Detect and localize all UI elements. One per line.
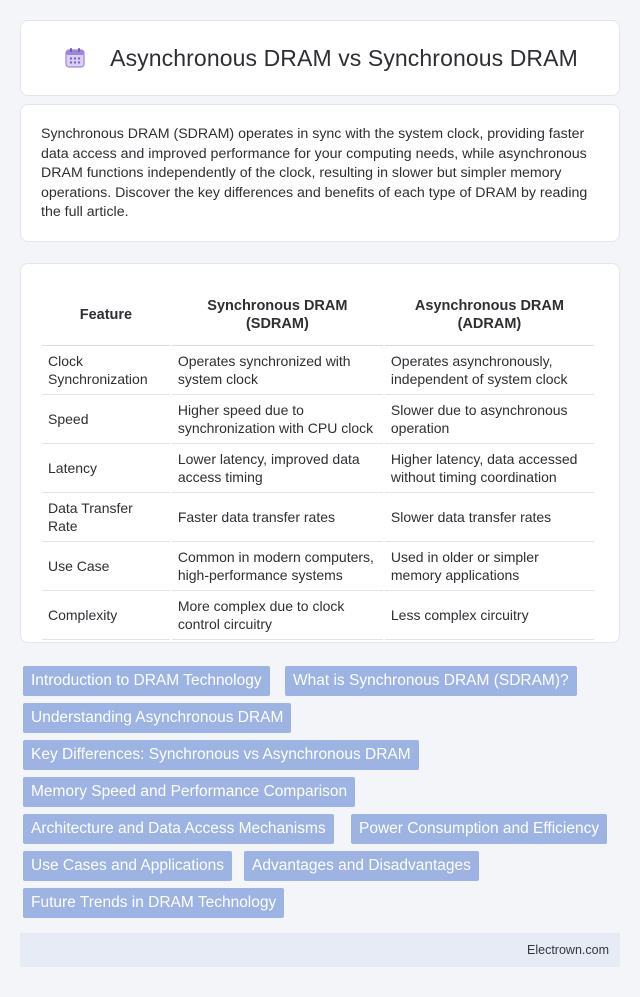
adram-cell: Used in older or simpler memory applications: [385, 542, 594, 591]
feature-cell: Data Transfer Rate: [42, 493, 170, 542]
page-title: Asynchronous DRAM vs Synchronous DRAM: [110, 44, 578, 71]
topic-link-power-consumption[interactable]: Power Consumption and Efficiency: [351, 814, 607, 844]
sdram-cell: Faster data transfer rates: [172, 493, 383, 542]
calendar-icon: [62, 45, 88, 71]
topic-link-future-trends[interactable]: Future Trends in DRAM Technology: [23, 888, 284, 918]
table-header-row: [42, 284, 594, 346]
table-row: [42, 395, 594, 444]
topic-link-advantages[interactable]: Advantages and Disadvantages: [244, 851, 479, 881]
topic-link-key-differences[interactable]: Key Differences: Synchronous vs Asynchronous DRAM: [23, 740, 419, 770]
topic-link-introduction[interactable]: Introduction to DRAM Technology: [23, 666, 270, 696]
feature-cell: Clock Synchronization: [42, 346, 170, 395]
feature-cell: Use Case: [42, 542, 170, 591]
topic-link-understanding-async[interactable]: Understanding Asynchronous DRAM: [23, 703, 291, 733]
adram-cell: Slower due to asynchronous operation: [385, 395, 594, 444]
adram-cell: Slower data transfer rates: [385, 493, 594, 542]
topic-link-use-cases[interactable]: Use Cases and Applications: [23, 851, 232, 881]
topic-link-what-is-sdram[interactable]: What is Synchronous DRAM (SDRAM)?: [285, 666, 577, 696]
comparison-table-card: [20, 263, 620, 643]
adram-cell: Operates asynchronously, independent of system clock: [385, 346, 594, 395]
header-sdram: Synchronous DRAM (SDRAM): [172, 284, 383, 346]
table-row: [42, 346, 594, 395]
intro-text: Synchronous DRAM (SDRAM) operates in sync with the system clock, providing faster data access and improved performance for your computing needs, while asynchronous DRAM functions independently of the clock, resulting in slower but simpler memory operations. Discover the key differences and benefits of each type of DRAM by reading the full article.: [41, 126, 588, 221]
header-adram: Asynchronous DRAM (ADRAM): [385, 284, 594, 346]
table-row: [42, 542, 594, 591]
footer: [20, 933, 620, 967]
header-feature: Feature: [42, 284, 170, 346]
sdram-cell: Operates synchronized with system clock: [172, 346, 383, 395]
sdram-cell: Lower latency, improved data access timing: [172, 444, 383, 493]
feature-cell: Latency: [42, 444, 170, 493]
feature-cell: Complexity: [42, 591, 170, 640]
sdram-cell: More complex due to clock control circuitry: [172, 591, 383, 640]
comparison-table: [40, 284, 596, 640]
adram-cell: Less complex circuitry: [385, 591, 594, 640]
intro-card: [20, 104, 620, 242]
sdram-cell: Common in modern computers, high-performance systems: [172, 542, 383, 591]
feature-cell: Speed: [42, 395, 170, 444]
adram-cell: Higher latency, data accessed without timing coordination: [385, 444, 594, 493]
topic-link-architecture[interactable]: Architecture and Data Access Mechanisms: [23, 814, 334, 844]
table-row: [42, 493, 594, 542]
footer-site-name: Electrown.com: [527, 943, 609, 957]
title-card: [20, 20, 620, 96]
sdram-cell: Higher speed due to synchronization with CPU clock: [172, 395, 383, 444]
topic-link-speed-performance[interactable]: Memory Speed and Performance Comparison: [23, 777, 355, 807]
table-row: [42, 444, 594, 493]
table-row: [42, 591, 594, 640]
